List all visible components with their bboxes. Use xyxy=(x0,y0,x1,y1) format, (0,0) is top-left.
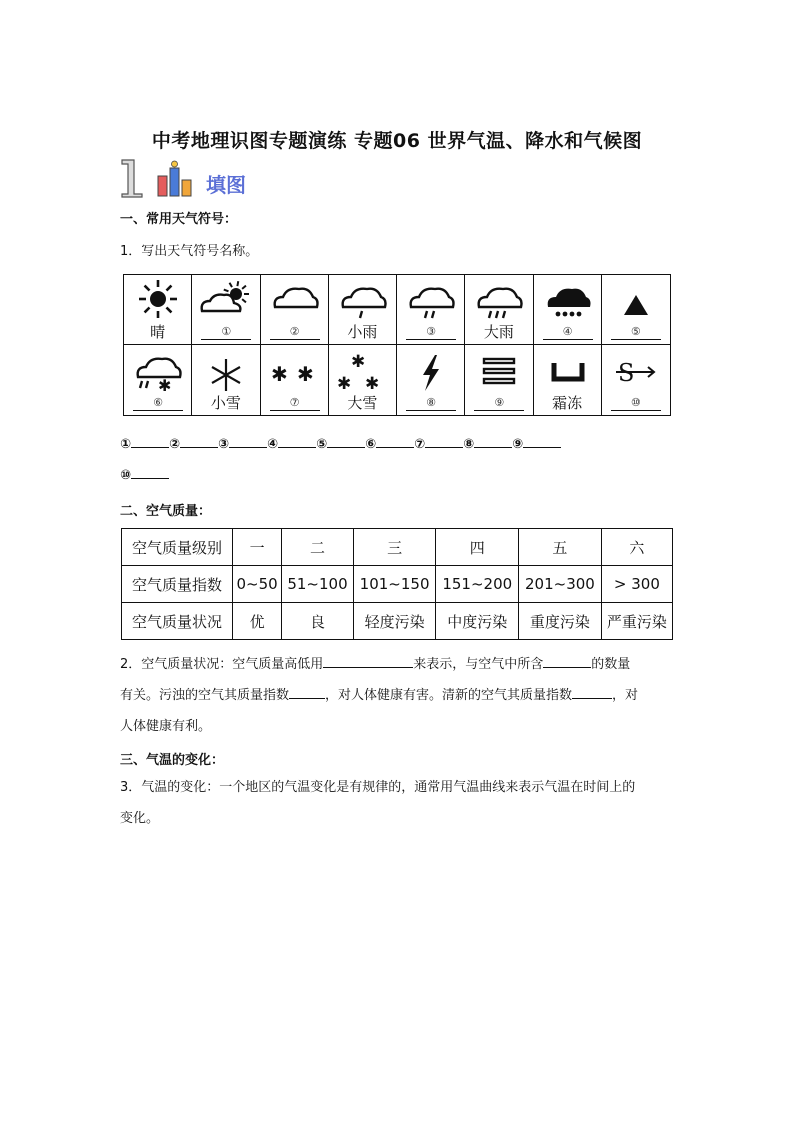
question-2 xyxy=(120,649,676,742)
row-header: 空气质量级别 xyxy=(122,529,233,566)
weather-label: 晴 xyxy=(150,323,166,341)
answer-blank[interactable] xyxy=(425,437,463,448)
answer-number: ③ xyxy=(218,437,230,452)
answer-blank[interactable] xyxy=(131,437,169,448)
heavy-rain-icon xyxy=(465,277,533,323)
weather-cell xyxy=(261,345,329,415)
answer-number: ⑧ xyxy=(463,437,475,452)
table-cell: 四 xyxy=(436,529,519,566)
answer-line-1 xyxy=(120,437,561,452)
thunder-icon xyxy=(397,347,465,393)
banner-label: 填图 xyxy=(206,173,246,197)
section-heading-air: 二、空气质量： xyxy=(120,504,212,519)
answer-blank[interactable] xyxy=(278,437,316,448)
weather-cell xyxy=(534,275,602,345)
podium-icon xyxy=(120,158,200,198)
weather-symbol-grid xyxy=(123,274,671,416)
weather-cell xyxy=(397,275,465,345)
sunny-icon xyxy=(124,277,192,323)
blank[interactable] xyxy=(572,686,612,699)
answer-blank[interactable] xyxy=(474,437,512,448)
table-cell: 六 xyxy=(601,529,672,566)
svg-text:✱: ✱ xyxy=(364,374,379,393)
q2-text-2: 来表示，与空气中所含 xyxy=(413,657,544,672)
table-cell: 重度污染 xyxy=(519,603,602,640)
svg-text:✱: ✱ xyxy=(336,374,351,393)
weather-cell xyxy=(329,345,397,415)
row-header: 空气质量指数 xyxy=(122,566,233,603)
svg-text:✱: ✱ xyxy=(158,376,172,393)
answer-number: ④ xyxy=(267,437,279,452)
weather-cell xyxy=(124,275,192,345)
weather-blank[interactable]: ⑩ xyxy=(611,396,661,411)
q2-text-7: 人体健康有利。 xyxy=(120,719,212,734)
table-cell: 三 xyxy=(353,529,436,566)
moderate-snow-icon xyxy=(261,347,329,393)
svg-text:✱: ✱ xyxy=(296,362,314,386)
weather-cell xyxy=(465,275,533,345)
weather-cell xyxy=(465,345,533,415)
blank[interactable] xyxy=(543,655,591,668)
weather-cell xyxy=(192,275,260,345)
answer-blank[interactable] xyxy=(131,468,169,479)
weather-label: 大雨 xyxy=(483,323,514,341)
weather-blank[interactable]: ⑥ xyxy=(133,396,183,411)
partly-cloudy-icon xyxy=(192,277,260,323)
row-header: 空气质量状况 xyxy=(122,603,233,640)
weather-blank[interactable]: ⑦ xyxy=(270,396,320,411)
shower-icon xyxy=(534,277,602,323)
table-cell: 轻度污染 xyxy=(353,603,436,640)
frost-icon xyxy=(534,347,602,393)
q2-text-3: 的数量 xyxy=(591,657,631,672)
svg-text:✱: ✱ xyxy=(350,352,365,372)
answer-blank[interactable] xyxy=(376,437,414,448)
table-cell: 五 xyxy=(519,529,602,566)
svg-text:✱: ✱ xyxy=(270,362,288,386)
answer-number: ⑦ xyxy=(414,437,426,452)
sandstorm-icon xyxy=(602,347,670,393)
svg-text:S: S xyxy=(617,359,635,387)
answer-number: ⑨ xyxy=(512,437,524,452)
weather-blank[interactable]: ⑤ xyxy=(611,325,661,340)
weather-label: 霜冻 xyxy=(552,394,583,412)
table-cell: 一 xyxy=(233,529,282,566)
q2-text-1: 2．空气质量状况：空气质量高低用 xyxy=(120,657,324,672)
sleet-icon xyxy=(124,347,192,393)
weather-blank[interactable]: ⑨ xyxy=(474,396,524,411)
fog-icon xyxy=(465,347,533,393)
weather-label: 小雨 xyxy=(347,323,378,341)
blank[interactable] xyxy=(323,655,413,668)
answer-blank[interactable] xyxy=(180,437,218,448)
q2-text-4: 有关。污浊的空气其质量指数 xyxy=(120,688,290,703)
weather-cell xyxy=(602,275,670,345)
weather-label: 大雪 xyxy=(347,394,378,412)
weather-cell xyxy=(534,345,602,415)
weather-blank[interactable]: ④ xyxy=(543,325,593,340)
cloudy-icon xyxy=(261,277,329,323)
answer-number: ① xyxy=(120,437,132,452)
weather-blank[interactable]: ① xyxy=(201,325,251,340)
table-cell: 201~300 xyxy=(519,566,602,603)
weather-cell xyxy=(192,345,260,415)
question-1: 1．写出天气符号名称。 xyxy=(120,244,259,259)
answer-number: ⑩ xyxy=(120,468,132,483)
blank[interactable] xyxy=(289,686,325,699)
table-cell: 良 xyxy=(282,603,354,640)
weather-cell xyxy=(329,275,397,345)
answer-blank[interactable] xyxy=(327,437,365,448)
table-row xyxy=(122,566,673,603)
q2-text-6: ，对 xyxy=(612,688,639,703)
weather-cell xyxy=(397,345,465,415)
answer-line-2 xyxy=(120,468,169,483)
question-3 xyxy=(120,772,676,834)
table-cell: 51~100 xyxy=(282,566,354,603)
q2-text-5: ，对人体健康有害。清新的空气其质量指数 xyxy=(325,688,573,703)
weather-blank[interactable]: ③ xyxy=(406,325,456,340)
table-cell: 151~200 xyxy=(436,566,519,603)
heavy-snow-icon xyxy=(329,347,397,393)
air-quality-table xyxy=(121,528,673,640)
weather-label: 小雪 xyxy=(210,394,241,412)
table-cell: 0~50 xyxy=(233,566,282,603)
table-cell: 优 xyxy=(233,603,282,640)
hail-icon xyxy=(602,277,670,323)
table-cell: 101~150 xyxy=(353,566,436,603)
answer-number: ⑥ xyxy=(365,437,377,452)
light-snow-icon xyxy=(192,347,260,393)
q3-line-2: 变化。 xyxy=(120,811,160,826)
table-cell: > 300 xyxy=(601,566,672,603)
table-cell: 严重污染 xyxy=(601,603,672,640)
answer-number: ⑤ xyxy=(316,437,328,452)
moderate-rain-icon xyxy=(397,277,465,323)
weather-blank[interactable]: ⑧ xyxy=(406,396,456,411)
weather-blank[interactable]: ② xyxy=(270,325,320,340)
table-row xyxy=(122,603,673,640)
q3-line-1: 3．气温的变化：一个地区的气温变化是有规律的，通常用气温曲线来表示气温在时间上的 xyxy=(120,780,636,795)
page-title: 中考地理识图专题演练 专题06 世界气温、降水和气候图 xyxy=(151,130,643,152)
weather-cell xyxy=(261,275,329,345)
answer-blank[interactable] xyxy=(229,437,267,448)
table-row xyxy=(122,529,673,566)
table-cell: 中度污染 xyxy=(436,603,519,640)
section-heading-weather: 一、常用天气符号： xyxy=(120,212,238,227)
weather-cell xyxy=(124,345,192,415)
table-cell: 二 xyxy=(282,529,354,566)
light-rain-icon xyxy=(329,277,397,323)
weather-cell xyxy=(602,345,670,415)
answer-number: ② xyxy=(169,437,181,452)
section-heading-temp: 三、气温的变化： xyxy=(120,753,225,768)
section-banner xyxy=(120,158,320,198)
answer-blank[interactable] xyxy=(523,437,561,448)
